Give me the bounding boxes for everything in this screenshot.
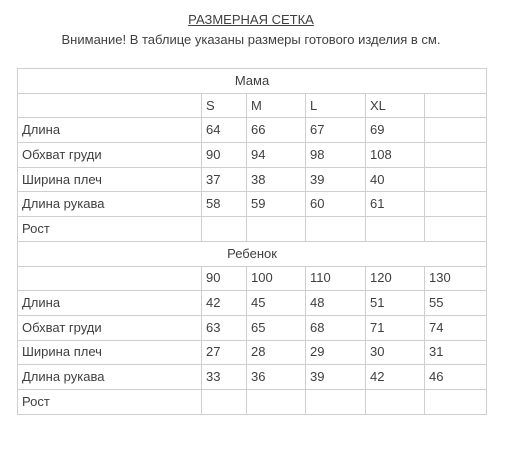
table-cell: [425, 217, 487, 242]
size-header-cell: 100: [247, 266, 306, 291]
table-cell: 48: [306, 291, 366, 316]
notice-text: Внимание! В таблице указаны размеры готового изделия в см.: [61, 32, 441, 47]
table-cell: 42: [366, 365, 425, 390]
table-row: [18, 167, 487, 192]
table-row: [18, 315, 487, 340]
row-label: Ширина плеч: [18, 340, 202, 365]
table-cell: 58: [202, 192, 247, 217]
table-row: [18, 192, 487, 217]
row-label: Длина: [18, 291, 202, 316]
table-cell: 69: [366, 118, 425, 143]
table-cell: [425, 167, 487, 192]
table-cell: 65: [247, 315, 306, 340]
table-row: [18, 340, 487, 365]
row-label: Обхват груди: [18, 143, 202, 168]
table-cell: [306, 389, 366, 414]
size-header-label: [18, 93, 202, 118]
table-cell: 108: [366, 143, 425, 168]
row-label: Длина рукава: [18, 365, 202, 390]
table-cell: 42: [202, 291, 247, 316]
table-cell: 40: [366, 167, 425, 192]
table-cell: 31: [425, 340, 487, 365]
table-cell: 27: [202, 340, 247, 365]
size-header-row: [18, 93, 487, 118]
table-cell: 61: [366, 192, 425, 217]
table-cell: 90: [202, 143, 247, 168]
size-header-row: [18, 266, 487, 291]
table-cell: 59: [247, 192, 306, 217]
table-row: [18, 143, 487, 168]
size-header-cell: L: [306, 93, 366, 118]
table-cell: [306, 217, 366, 242]
table-cell: 64: [202, 118, 247, 143]
table-row: [18, 291, 487, 316]
size-header-cell: 120: [366, 266, 425, 291]
size-header-cell: XL: [366, 93, 425, 118]
table-cell: 55: [425, 291, 487, 316]
table-cell: 98: [306, 143, 366, 168]
table-cell: 51: [366, 291, 425, 316]
table-cell: 37: [202, 167, 247, 192]
table-cell: 38: [247, 167, 306, 192]
table-cell: [247, 217, 306, 242]
section-header-row: [18, 69, 487, 94]
size-header-label: [18, 266, 202, 291]
table-cell: 63: [202, 315, 247, 340]
table-cell: 39: [306, 365, 366, 390]
table-row: [18, 365, 487, 390]
table-cell: 28: [247, 340, 306, 365]
table-cell: 67: [306, 118, 366, 143]
row-label: Длина: [18, 118, 202, 143]
row-label: Обхват груди: [18, 315, 202, 340]
table-cell: [247, 389, 306, 414]
table-cell: [202, 389, 247, 414]
table-cell: 36: [247, 365, 306, 390]
size-header-cell: [425, 93, 487, 118]
row-label: Рост: [18, 217, 202, 242]
table-row: [18, 118, 487, 143]
row-label: Ширина плеч: [18, 167, 202, 192]
page-title: РАЗМЕРНАЯ СЕТКА: [188, 12, 314, 27]
table-cell: 66: [247, 118, 306, 143]
table-cell: 94: [247, 143, 306, 168]
size-header-cell: 110: [306, 266, 366, 291]
section-title-mama: Мама: [18, 69, 487, 94]
size-chart-table: [17, 68, 487, 415]
row-label: Рост: [18, 389, 202, 414]
table-cell: 29: [306, 340, 366, 365]
table-cell: 30: [366, 340, 425, 365]
table-cell: 39: [306, 167, 366, 192]
table-cell: [425, 143, 487, 168]
table-row: [18, 389, 487, 414]
size-header-cell: M: [247, 93, 306, 118]
size-header-cell: 90: [202, 266, 247, 291]
table-cell: 46: [425, 365, 487, 390]
table-cell: 60: [306, 192, 366, 217]
table-cell: 33: [202, 365, 247, 390]
row-label: Длина рукава: [18, 192, 202, 217]
table-cell: 68: [306, 315, 366, 340]
table-cell: [425, 192, 487, 217]
table-cell: 45: [247, 291, 306, 316]
table-cell: [202, 217, 247, 242]
table-cell: [425, 389, 487, 414]
size-header-cell: 130: [425, 266, 487, 291]
table-cell: [425, 118, 487, 143]
table-row: [18, 217, 487, 242]
section-header-row: [18, 241, 487, 266]
table-cell: 71: [366, 315, 425, 340]
table-cell: [366, 217, 425, 242]
table-cell: [366, 389, 425, 414]
table-cell: 74: [425, 315, 487, 340]
size-header-cell: S: [202, 93, 247, 118]
section-title-child: Ребенок: [18, 241, 487, 266]
